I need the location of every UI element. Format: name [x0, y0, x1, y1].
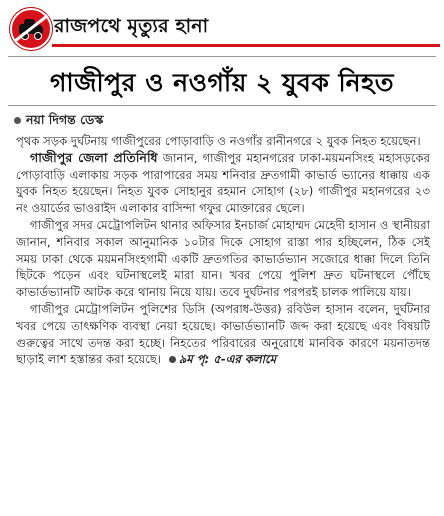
headline-box	[8, 56, 436, 106]
byline-text: নয়া দিগন্ত ডেস্ক	[26, 112, 104, 127]
continued-bullet-icon	[169, 356, 176, 363]
paragraph-3: গাজীপুর সদর মেট্রোপলিটন থানার অফিসার ইনচার্জ মোহাম্মদ মেহেদী হাসান ও স্থানীয়রা জানান, শনিবার সকাল আনুমানিক ১০টার দিকে সোহাগ রাস্তা পার হচ্ছিলেন, ঠিক সেই সময় ঢাকা থেকে ময়মনসিংহগামী একটি দ্রুতগতির কাভার্ডভ্যান সজোরে ধাক্কা দিলে তিনি ছিটকে পড়েন এবং ঘটনাস্থলেই মারা যান। খবর পেয়ে পুলিশ দ্রুত ঘটনাস্থলে পৌঁছে কাভার্ডভ্যানটি আটক করে থানায় নিয়ে যায়। তবে দুর্ঘটনার পরপরই চালক পালিয়ে যায়।	[16, 217, 430, 300]
header-rule	[52, 44, 440, 47]
headline: গাজীপুর ও নওগাঁয় ২ যুবক নিহত	[49, 68, 394, 97]
paragraph-2-text: জানান, গাজীপুর মহানগরের ঢাকা-ময়মনসিংহ মহাসড়কের পোড়াবাড়ি এলাকায় সড়ক পারাপারের সময় শনিবার দ্রুতগামী কাভার্ড ভ্যানের ধাক্কায় এক যুবক নিহত হয়েছেন। নিহত যুবক সোহানুর রহমান সোহাগ (২৮) গাজীপুর মহানগরের ২৩ নং ওয়ার্ডের ভাওরাইদ এলাকার বাসিন্দা গফুর মোক্তারের ছেলে।	[16, 150, 431, 216]
section-kicker: রাজপথে মৃত্যুর হানা	[54, 15, 209, 37]
paragraph-1: পৃথক সড়ক দুর্ঘটনায় গাজীপুরের পোড়াবাড়ি ও নওগাঁর রানীনগরে ২ যুবক নিহত হয়েছেন।	[16, 134, 421, 148]
paragraph-2	[16, 150, 430, 217]
section-header	[6, 6, 438, 48]
bullet-icon	[14, 117, 21, 124]
lead-in: গাজীপুর জেলা প্রতিনিধি	[30, 149, 158, 165]
paragraph-4	[16, 301, 430, 368]
byline	[14, 112, 103, 132]
continued-note: ৯ম পৃ: ৫-এর কলামে	[178, 352, 277, 367]
paragraph-4-text: গাজীপুর মেট্রোপলিটন পুলিশের ডিসি (অপরাধ-উত্তর) রবিউল হাসান বলেন, দুর্ঘটনার খবর পেয়ে তাৎক্ষণিক ব্যবস্থা নেয়া হয়েছে। কাভার্ডভ্যানটি জব্দ করা হয়েছে এবং বিষয়টি গুরুত্বের সাথে তদন্ত করা হচ্ছে। নিহতের পরিবারের অনুরোধে মানবিক কারণে ময়নাতদন্ত ছাড়াই লাশ হস্তান্তর করা হয়েছে।	[16, 301, 430, 367]
no-car-accident-icon	[10, 8, 52, 50]
article-body	[16, 133, 430, 368]
